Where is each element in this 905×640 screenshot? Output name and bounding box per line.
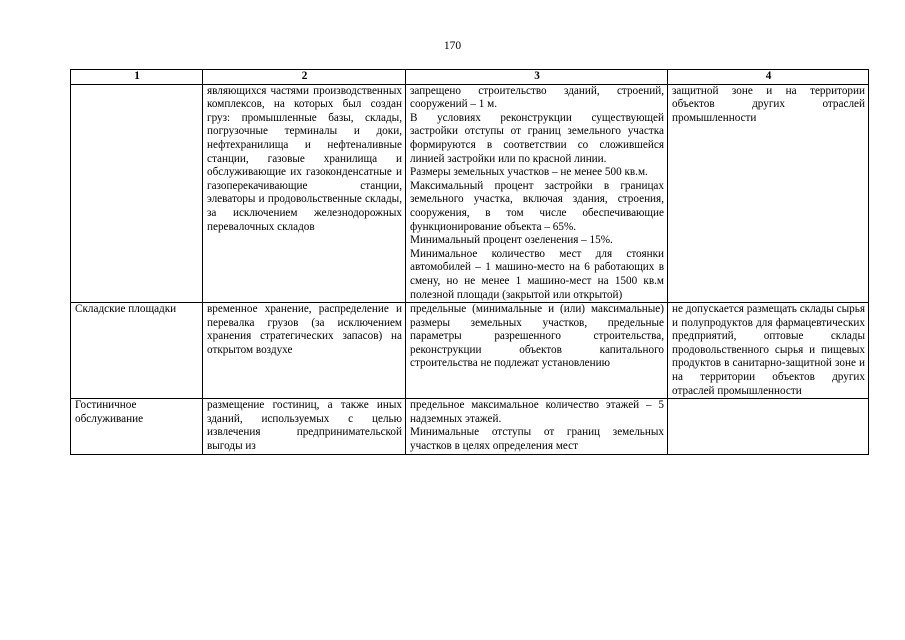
permitted-use-description: [203, 399, 406, 454]
table-row: [71, 84, 869, 303]
restrictions: [668, 84, 869, 303]
restrictions: [668, 303, 869, 399]
cell-paragraph: запрещено строительство зданий, строений, сооружений – 1 м.: [410, 84, 664, 111]
cell-paragraph: Минимальное количество мест для стоянки автомобилей – 1 машино-место на 6 работающих в смену, но не менее 1 машино-мест на 1500 кв.м полезной площади (закрытой или открытой): [410, 247, 664, 301]
cell-paragraph: защитной зоне и на территории объектов других отраслей промышленности: [672, 84, 865, 124]
building-parameters: [406, 84, 668, 303]
cell-paragraph: Максимальный процент застройки в границах земельного участка, включая здания, строения, сооружения, в том числе обеспечивающие функционирование объекта – 65%.: [410, 179, 664, 233]
cell-paragraph: не допускается размещать склады сырья и полупродуктов для фармацевтических предприятий, оптовые склады продовольственного сырья и пищевых продуктов в санитарно-защитной зоне и на территории объектов других отраслей промышленности: [672, 303, 865, 397]
page-number: 170: [443, 40, 462, 52]
restrictions: [668, 399, 869, 454]
cell-paragraph: В условиях реконструкции существующей застройки отступы от границ земельного участка формируются в соответствии со сложившейся линией застройки или по красной линии.: [410, 111, 664, 165]
building-parameters: [406, 399, 668, 454]
column-header-2: 2: [203, 70, 406, 85]
cell-paragraph: являющихся частями производственных комплексов, на которых был создан груз: промышленные базы, склады, погрузочные терминалы и доки, нефтехранилища и нефтеналивные станции, газовые хранилища и обслуживающие их газоконденсатные и газоперекачивающие станции, элеваторы и продовольственные склады, за исключением железнодорожных перевалочных складов: [207, 84, 402, 233]
cell-paragraph: Минимальные отступы от границ земельных участков в целях определения мест: [410, 426, 664, 453]
cell-paragraph: Размеры земельных участков – не менее 500 кв.м.: [410, 166, 648, 179]
cell-paragraph: Минимальный процент озеленения – 15%.: [410, 234, 613, 247]
row-name: Складские площадки: [71, 303, 203, 399]
cell-paragraph: размещение гостиниц, а также иных зданий, используемых с целью извлечения предпринимательской выгоды из: [207, 399, 402, 453]
cell-paragraph: предельное максимальное количество этажей – 5 надземных этажей.: [410, 399, 664, 425]
cell-paragraph: временное хранение, распределение и перевалка грузов (за исключением хранения стратегических запасов) на открытом воздухе: [207, 303, 402, 356]
column-header-4: 4: [668, 70, 869, 85]
permitted-use-description: [203, 84, 406, 303]
building-parameters: [406, 303, 668, 399]
table-row: [71, 303, 869, 399]
row-name: [71, 84, 203, 303]
header-row: [71, 70, 869, 85]
column-header-1: 1: [71, 70, 203, 85]
table-row: [71, 399, 869, 454]
column-header-3: 3: [406, 70, 668, 85]
permitted-use-description: [203, 303, 406, 399]
cell-paragraph: предельные (минимальные и (или) максимальные) размеры земельных участков, предельные параметры разрешенного строительства, реконструкции объектов капитального строительства не подлежат установлению: [410, 303, 664, 370]
regulations-table: [70, 69, 869, 455]
row-name: Гостиничное обслуживание: [71, 399, 203, 454]
